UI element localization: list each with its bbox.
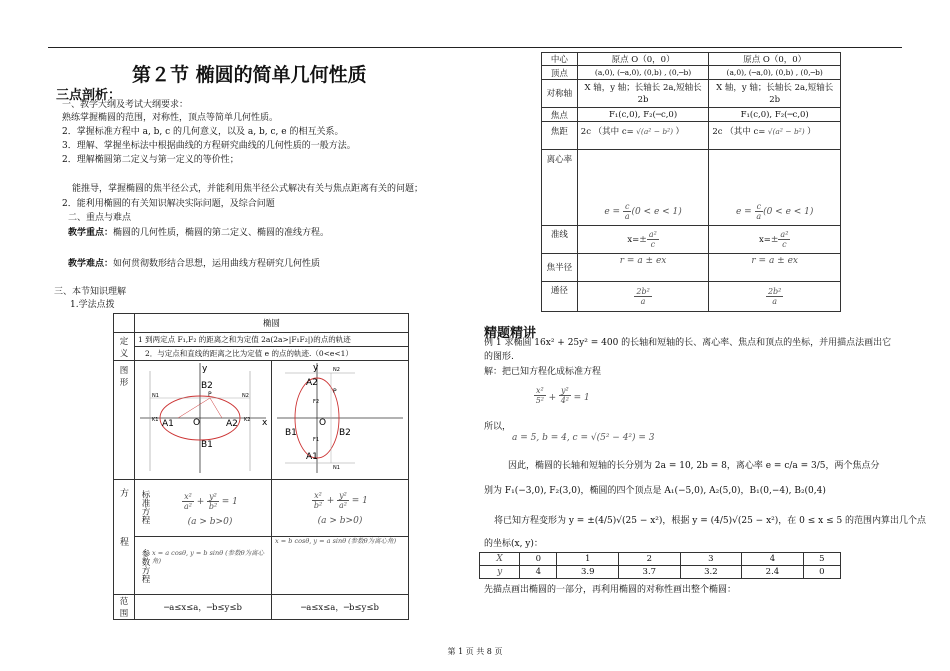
definition-1: 1 到两定点 F₁,F₂ 的距离之和为定值 2a(2a>|F₁F₂|)的点的轨迹 bbox=[135, 333, 409, 347]
cell: r = a ± ex bbox=[577, 254, 709, 282]
svg-text:O: O bbox=[193, 418, 201, 428]
svg-text:P: P bbox=[208, 391, 212, 398]
table-cell: 3.7 bbox=[619, 566, 681, 579]
param-eq-a bbox=[135, 537, 272, 595]
section-heading: 三点剖析： bbox=[56, 88, 122, 103]
svg-text:N2: N2 bbox=[242, 393, 249, 399]
row-label: 范围 bbox=[114, 595, 135, 620]
text-line: 3．理解、掌握坐标法中根据曲线的方程研究曲线的几何性质的一般方法。 bbox=[62, 141, 356, 151]
cell: (a,0), (─a,0), (0,b) , (0,─b) bbox=[577, 66, 709, 80]
key-point: 教学重点：椭圆的几何性质，椭圆的第二定义、椭圆的准线方程。 bbox=[68, 228, 330, 238]
row-label: 顶点 bbox=[542, 66, 578, 80]
cell: X 轴，y 轴；长轴长 2a,短轴长 2b bbox=[577, 80, 709, 108]
table-cell: X bbox=[480, 553, 520, 566]
ellipse-diagram bbox=[138, 361, 268, 476]
ellipse-table bbox=[113, 313, 409, 620]
row-label-equation bbox=[114, 480, 135, 595]
svg-text:F1: F1 bbox=[313, 437, 320, 443]
table-cell: 3 bbox=[680, 553, 742, 566]
page-footer: 第 1 页 共 8 页 bbox=[447, 647, 503, 656]
svg-text:A2: A2 bbox=[226, 419, 238, 429]
table-cell: 0 bbox=[803, 566, 840, 579]
cell: F₁(c,0), F₂(─c,0) bbox=[709, 108, 841, 122]
range-b: ─a≤x≤a，─b≤y≤b bbox=[272, 595, 409, 620]
range-a: ─a≤x≤a，─b≤y≤b bbox=[135, 595, 272, 620]
definition-2: 2．与定点和直线的距离之比为定值 e 的点的轨迹.（0<e<1） bbox=[135, 347, 409, 361]
cell: F₁(c,0), F₂(─c,0) bbox=[577, 108, 709, 122]
difficult-point: 教学难点：如何贯彻数形结合思想，运用曲线方程研究几何性质 bbox=[68, 259, 321, 269]
standard-equation: $\frac{\text{x²}}{\text{5²}}$ + $\frac{\text{y²}}{\text{4²}}$ = 1 bbox=[535, 386, 590, 405]
svg-text:B1: B1 bbox=[201, 440, 213, 450]
text-line: 1.学法点拨 bbox=[70, 300, 115, 310]
cell: 2c （其中 c= √(a² − b²) ） bbox=[709, 122, 841, 150]
table-cell: 4 bbox=[742, 553, 804, 566]
table-cell: 0 bbox=[520, 553, 557, 566]
svg-text:P: P bbox=[333, 388, 337, 395]
row-label: 焦距 bbox=[542, 122, 578, 150]
svg-text:N2: N2 bbox=[333, 367, 340, 373]
cell: X 轴，y 轴；长轴长 2a,短轴长 2b bbox=[709, 80, 841, 108]
table-cell: 1 bbox=[557, 553, 619, 566]
svg-text:A1: A1 bbox=[306, 452, 318, 462]
standard-eq-a: 标准方程 $\frac{\text{x²}}{\text{a²}}$ + $\frac{\text{y²}}{\text{b²}}$ = 1 (a > b>0) bbox=[135, 480, 272, 537]
table-cell: 4 bbox=[520, 566, 557, 579]
table-cell: 3.2 bbox=[680, 566, 742, 579]
row-label: 准线 bbox=[542, 226, 578, 254]
ellipse-diagram bbox=[275, 361, 405, 476]
condition: (a > b>0) bbox=[187, 516, 233, 527]
row-label: 图形 bbox=[114, 361, 135, 480]
table-cell: 5 bbox=[803, 553, 840, 566]
example-1-cont: 的图形. bbox=[484, 352, 514, 362]
svg-text:N1: N1 bbox=[333, 465, 340, 471]
svg-text:B1: B1 bbox=[285, 428, 297, 438]
param-eq-b-text: x = b cosθ, y = a sinθ (参数θ为离心角) bbox=[272, 537, 409, 595]
table-header: 椭圆 bbox=[135, 314, 409, 333]
cell: 2c （其中 c= √(a² − b²) ） bbox=[577, 122, 709, 150]
cell: x=± $\frac{\text{a²}}{c}$ bbox=[709, 226, 841, 254]
properties-table bbox=[541, 52, 841, 312]
svg-text:B2: B2 bbox=[201, 381, 213, 391]
cell: (a,0), (─a,0), (0,b) , (0,─b) bbox=[709, 66, 841, 80]
svg-text:K2: K2 bbox=[244, 417, 251, 423]
graph-vertical-ellipse bbox=[272, 361, 409, 480]
text-line: 2．理解椭圆第二定义与第一定义的等价性； bbox=[62, 155, 239, 165]
svg-text:N1: N1 bbox=[152, 393, 159, 399]
so-label: 所以， bbox=[484, 422, 512, 432]
svg-text:K1: K1 bbox=[152, 417, 159, 423]
top-rule bbox=[48, 47, 902, 48]
row-label: 焦半径 bbox=[542, 254, 578, 282]
section-heading: 精题精讲 bbox=[484, 326, 537, 341]
svg-text:B2: B2 bbox=[339, 428, 351, 438]
abc-values: a = 5, b = 4, c = √(5² − 4²) = 3 bbox=[512, 433, 655, 443]
result-text-2: 别为 F₁(−3,0), F₂(3,0)，椭圆的四个顶点是 A₁(−5,0), A₂(5,0)，B₁(0,−4), B₂(0,4) bbox=[484, 486, 826, 496]
table-cell: 2.4 bbox=[742, 566, 804, 579]
coord-text: 的坐标(x, y)： bbox=[484, 539, 543, 549]
table-cell: 3.9 bbox=[557, 566, 619, 579]
text-line: 2．掌握标准方程中 a, b, c 的几何意义，以及 a, b, c, e 的相互关系。 bbox=[62, 127, 344, 137]
svg-text:O: O bbox=[319, 418, 327, 428]
std-label: 标准方程 bbox=[140, 489, 150, 524]
cell: 原点 O（0，0） bbox=[709, 53, 841, 66]
row-label: 离心率 bbox=[542, 150, 578, 226]
text-line: 2．能利用椭圆的有关知识解决实际问题，及综合问题 bbox=[62, 199, 275, 209]
row-label: 中心 bbox=[542, 53, 578, 66]
svg-text:A1: A1 bbox=[162, 419, 174, 429]
equation-label: 方程 bbox=[118, 488, 128, 586]
result-text: 因此，椭圆的长轴和短轴的长分别为 2a = 10, 2b = 8，离心率 e = c/a = 3/5，两个焦点分 bbox=[508, 461, 880, 471]
param-label: 参数方程 bbox=[140, 548, 150, 583]
svg-text:y: y bbox=[202, 364, 208, 374]
graph-horizontal-ellipse bbox=[135, 361, 272, 480]
text-line: 二、重点与难点 bbox=[68, 213, 132, 223]
solution-intro: 解：把已知方程化成标准方程 bbox=[484, 367, 602, 377]
table-cell: 2 bbox=[619, 553, 681, 566]
text-line: 熟练掌握椭圆的范围，对称性，顶点等简单几何性质。 bbox=[62, 113, 279, 123]
text-line: 三、本节知识理解 bbox=[54, 287, 127, 297]
cell: $\frac{\text{2b²}}{a}$ bbox=[577, 282, 709, 312]
last-text: 先描点画出椭圆的一部分，再利用椭圆的对称性画出整个椭圆： bbox=[484, 585, 737, 595]
transform-text: 将已知方程变形为 y = ±(4/5)√(25 − x²)，根据 y = (4/5)√(25 − x²)，在 0 ≤ x ≤ 5 的范围内算出几个点 bbox=[494, 516, 927, 526]
cell: e = $\frac{c}{a}$ (0 < e < 1) bbox=[709, 150, 841, 226]
cell: r = a ± ex bbox=[709, 254, 841, 282]
text-line: 能推导，掌握椭圆的焦半径公式，并能利用焦半径公式解决有关与焦点距离有关的问题； bbox=[72, 184, 424, 194]
param-eq-text: x = a cosθ, y = b sinθ (参数θ为离心角) bbox=[152, 548, 265, 565]
table-cell: y bbox=[480, 566, 520, 579]
cell: e = $\frac{c}{a}$ (0 < e < 1) bbox=[577, 150, 709, 226]
cell: 原点 O（0，0） bbox=[577, 53, 709, 66]
svg-text:A2: A2 bbox=[306, 378, 318, 388]
svg-text:F2: F2 bbox=[313, 399, 320, 405]
cell: $\frac{\text{2b²}}{a}$ bbox=[709, 282, 841, 312]
condition: (a > b>0) bbox=[317, 515, 363, 526]
svg-text:y: y bbox=[313, 363, 319, 373]
xy-table bbox=[479, 552, 841, 579]
text-line: 一、教学大纲及考试大纲要求： bbox=[62, 100, 189, 110]
row-label: 通径 bbox=[542, 282, 578, 312]
row-label: 定义 bbox=[114, 333, 135, 361]
svg-text:x: x bbox=[262, 418, 268, 428]
standard-eq-b: $\frac{\text{x²}}{\text{b²}}$ + $\frac{\text{y²}}{\text{a²}}$ = 1 (a > b>0) bbox=[272, 480, 409, 537]
cell: x=± $\frac{\text{a²}}{c}$ bbox=[577, 226, 709, 254]
row-label: 焦点 bbox=[542, 108, 578, 122]
row-label: 对称轴 bbox=[542, 80, 578, 108]
page-title: 第２节 椭圆的简单几何性质 bbox=[132, 64, 367, 86]
example-1: 例 1 求椭圆 16x² + 25y² = 400 的长轴和短轴的长、离心率、焦点和顶点的坐标，并用描点法画出它 bbox=[484, 338, 892, 348]
